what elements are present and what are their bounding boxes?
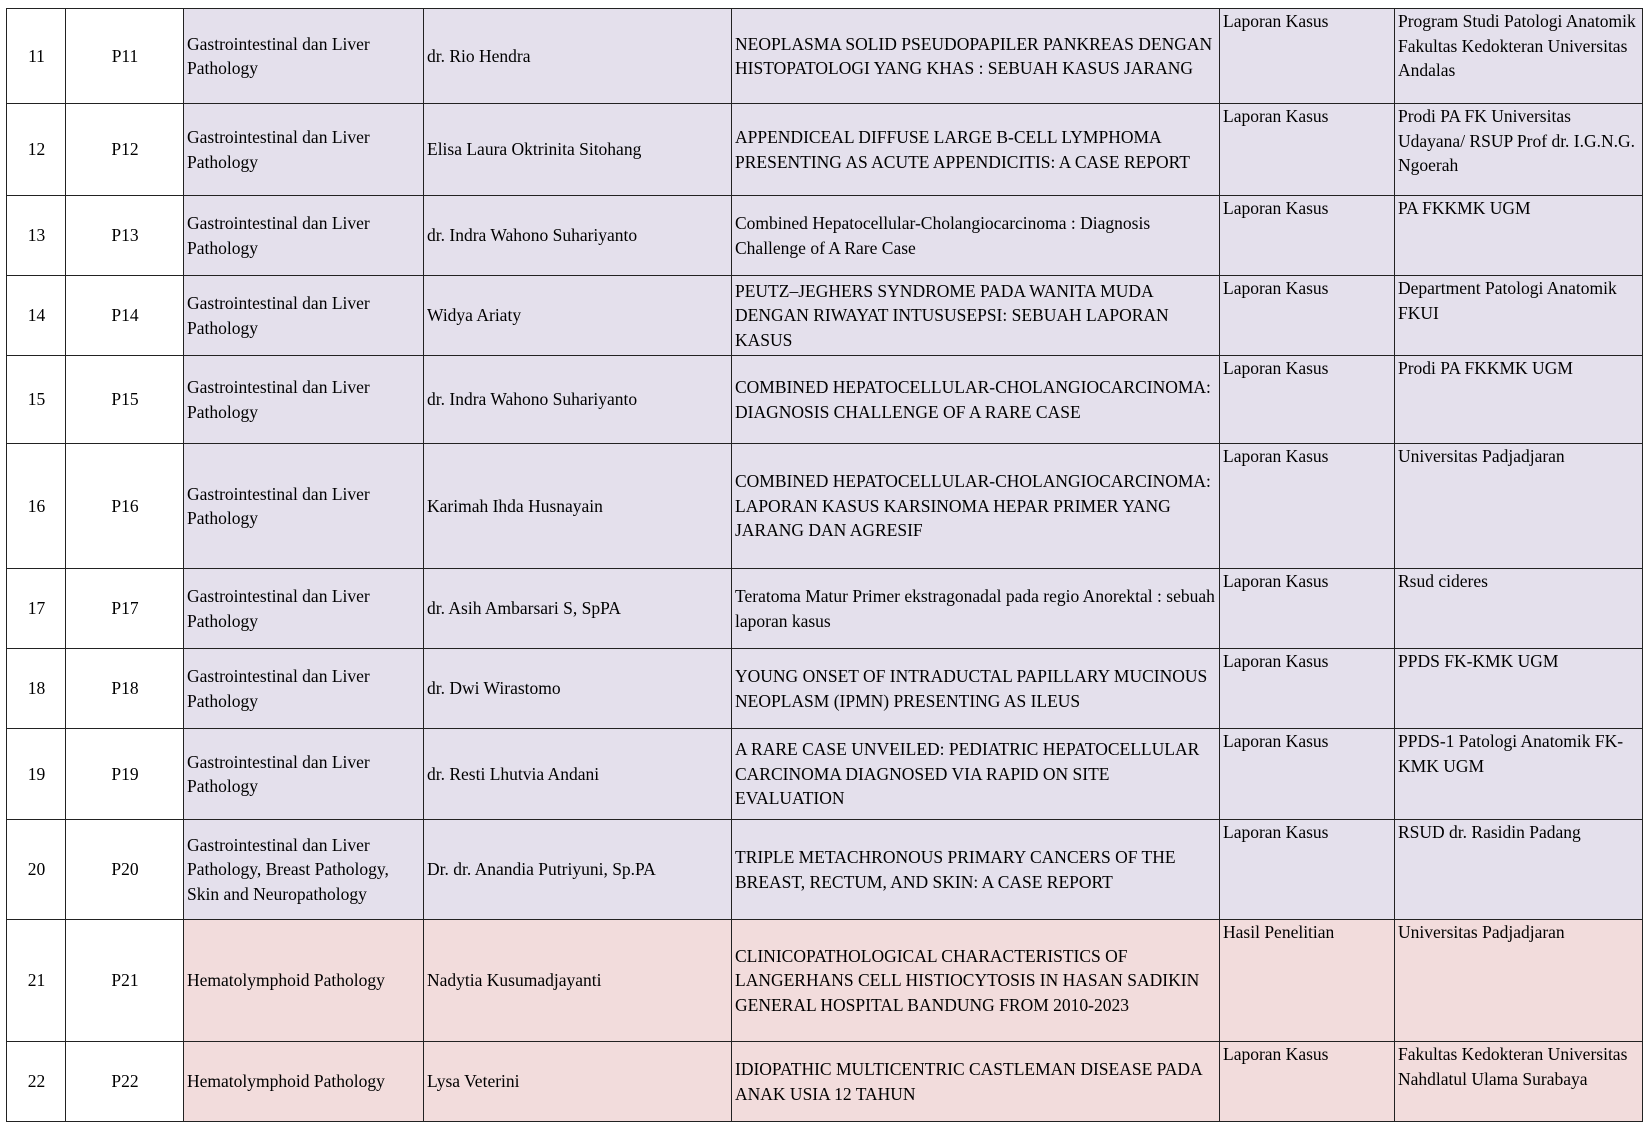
author-cell: dr. Indra Wahono Suhariyanto [424,196,732,276]
title-cell: IDIOPATHIC MULTICENTRIC CASTLEMAN DISEASE PADA ANAK USIA 12 TAHUN [732,1042,1220,1122]
topic-cell: Gastrointestinal dan Liver Pathology [184,9,424,104]
row-number: 18 [7,649,66,729]
type-cell: Hasil Penelitian [1220,920,1395,1042]
abstract-code: P18 [66,649,184,729]
type-cell: Laporan Kasus [1220,729,1395,820]
abstract-code: P17 [66,569,184,649]
row-number: 17 [7,569,66,649]
row-number: 15 [7,356,66,444]
author-cell: dr. Resti Lhutvia Andani [424,729,732,820]
author-cell: Karimah Ihda Husnayain [424,444,732,569]
table-row [7,920,1643,1042]
table-row [7,569,1643,649]
abstract-code: P14 [66,276,184,356]
author-cell: dr. Asih Ambarsari S, SpPA [424,569,732,649]
title-cell: A RARE CASE UNVEILED: PEDIATRIC HEPATOCELLULAR CARCINOMA DIAGNOSED VIA RAPID ON SITE EVALUATION [732,729,1220,820]
table-row [7,444,1643,569]
abstract-code: P22 [66,1042,184,1122]
abstract-code: P13 [66,196,184,276]
topic-cell: Gastrointestinal dan Liver Pathology [184,569,424,649]
author-cell: dr. Indra Wahono Suhariyanto [424,356,732,444]
row-number: 20 [7,820,66,920]
topic-cell: Gastrointestinal dan Liver Pathology [184,276,424,356]
abstract-code: P11 [66,9,184,104]
abstract-code: P15 [66,356,184,444]
author-cell: dr. Dwi Wirastomo [424,649,732,729]
type-cell: Laporan Kasus [1220,276,1395,356]
table-row [7,276,1643,356]
type-cell: Laporan Kasus [1220,356,1395,444]
topic-cell: Gastrointestinal dan Liver Pathology [184,649,424,729]
row-number: 16 [7,444,66,569]
topic-cell: Gastrointestinal dan Liver Pathology [184,356,424,444]
author-cell: Nadytia Kusumadjayanti [424,920,732,1042]
topic-cell: Gastrointestinal dan Liver Pathology [184,104,424,196]
table-row [7,104,1643,196]
topic-cell: Gastrointestinal dan Liver Pathology [184,729,424,820]
title-cell: Combined Hepatocellular-Cholangiocarcinoma : Diagnosis Challenge of A Rare Case [732,196,1220,276]
row-number: 11 [7,9,66,104]
row-number: 19 [7,729,66,820]
title-cell: PEUTZ–JEGHERS SYNDROME PADA WANITA MUDA DENGAN RIWAYAT INTUSUSEPSI: SEBUAH LAPORAN KASUS [732,276,1220,356]
abstract-code: P19 [66,729,184,820]
abstract-code: P20 [66,820,184,920]
title-cell: CLINICOPATHOLOGICAL CHARACTERISTICS OF LANGERHANS CELL HISTIOCYTOSIS IN HASAN SADIKIN GENERAL HOSPITAL BANDUNG FROM 2010-2023 [732,920,1220,1042]
table-body [7,9,1643,1122]
type-cell: Laporan Kasus [1220,820,1395,920]
topic-cell: Gastrointestinal dan Liver Pathology, Breast Pathology, Skin and Neuropathology [184,820,424,920]
type-cell: Laporan Kasus [1220,569,1395,649]
table-row [7,649,1643,729]
table-row [7,729,1643,820]
institution-cell: Fakultas Kedokteran Universitas Nahdlatul Ulama Surabaya [1395,1042,1643,1122]
institution-cell: PPDS FK-KMK UGM [1395,649,1643,729]
title-cell: NEOPLASMA SOLID PSEUDOPAPILER PANKREAS DENGAN HISTOPATOLOGI YANG KHAS : SEBUAH KASUS JARANG [732,9,1220,104]
title-cell: Teratoma Matur Primer ekstragonadal pada regio Anorektal : sebuah laporan kasus [732,569,1220,649]
type-cell: Laporan Kasus [1220,444,1395,569]
institution-cell: Universitas Padjadjaran [1395,444,1643,569]
author-cell: Dr. dr. Anandia Putriyuni, Sp.PA [424,820,732,920]
row-number: 12 [7,104,66,196]
institution-cell: Prodi PA FK Universitas Udayana/ RSUP Prof dr. I.G.N.G. Ngoerah [1395,104,1643,196]
topic-cell: Gastrointestinal dan Liver Pathology [184,444,424,569]
table-row [7,1042,1643,1122]
title-cell: COMBINED HEPATOCELLULAR-CHOLANGIOCARCINOMA: DIAGNOSIS CHALLENGE OF A RARE CASE [732,356,1220,444]
abstract-code: P16 [66,444,184,569]
institution-cell: Program Studi Patologi Anatomik Fakultas Kedokteran Universitas Andalas [1395,9,1643,104]
title-cell: APPENDICEAL DIFFUSE LARGE B-CELL LYMPHOMA PRESENTING AS ACUTE APPENDICITIS: A CASE REPORT [732,104,1220,196]
table-row [7,196,1643,276]
type-cell: Laporan Kasus [1220,104,1395,196]
table-row [7,820,1643,920]
title-cell: TRIPLE METACHRONOUS PRIMARY CANCERS OF THE BREAST, RECTUM, AND SKIN: A CASE REPORT [732,820,1220,920]
abstract-code: P21 [66,920,184,1042]
author-cell: dr. Rio Hendra [424,9,732,104]
presentation-schedule-table [6,8,1643,1122]
topic-cell: Gastrointestinal dan Liver Pathology [184,196,424,276]
type-cell: Laporan Kasus [1220,649,1395,729]
title-cell: YOUNG ONSET OF INTRADUCTAL PAPILLARY MUCINOUS NEOPLASM (IPMN) PRESENTING AS ILEUS [732,649,1220,729]
type-cell: Laporan Kasus [1220,9,1395,104]
author-cell: Elisa Laura Oktrinita Sitohang [424,104,732,196]
row-number: 14 [7,276,66,356]
row-number: 22 [7,1042,66,1122]
topic-cell: Hematolymphoid Pathology [184,1042,424,1122]
type-cell: Laporan Kasus [1220,196,1395,276]
institution-cell: Department Patologi Anatomik FKUI [1395,276,1643,356]
author-cell: Widya Ariaty [424,276,732,356]
author-cell: Lysa Veterini [424,1042,732,1122]
row-number: 13 [7,196,66,276]
institution-cell: Prodi PA FKKMK UGM [1395,356,1643,444]
row-number: 21 [7,920,66,1042]
institution-cell: Universitas Padjadjaran [1395,920,1643,1042]
institution-cell: RSUD dr. Rasidin Padang [1395,820,1643,920]
table-row [7,9,1643,104]
institution-cell: PPDS-1 Patologi Anatomik FK-KMK UGM [1395,729,1643,820]
institution-cell: Rsud cideres [1395,569,1643,649]
institution-cell: PA FKKMK UGM [1395,196,1643,276]
table-row [7,356,1643,444]
abstract-code: P12 [66,104,184,196]
topic-cell: Hematolymphoid Pathology [184,920,424,1042]
type-cell: Laporan Kasus [1220,1042,1395,1122]
title-cell: COMBINED HEPATOCELLULAR-CHOLANGIOCARCINOMA: LAPORAN KASUS KARSINOMA HEPAR PRIMER YANG JARANG DAN AGRESIF [732,444,1220,569]
